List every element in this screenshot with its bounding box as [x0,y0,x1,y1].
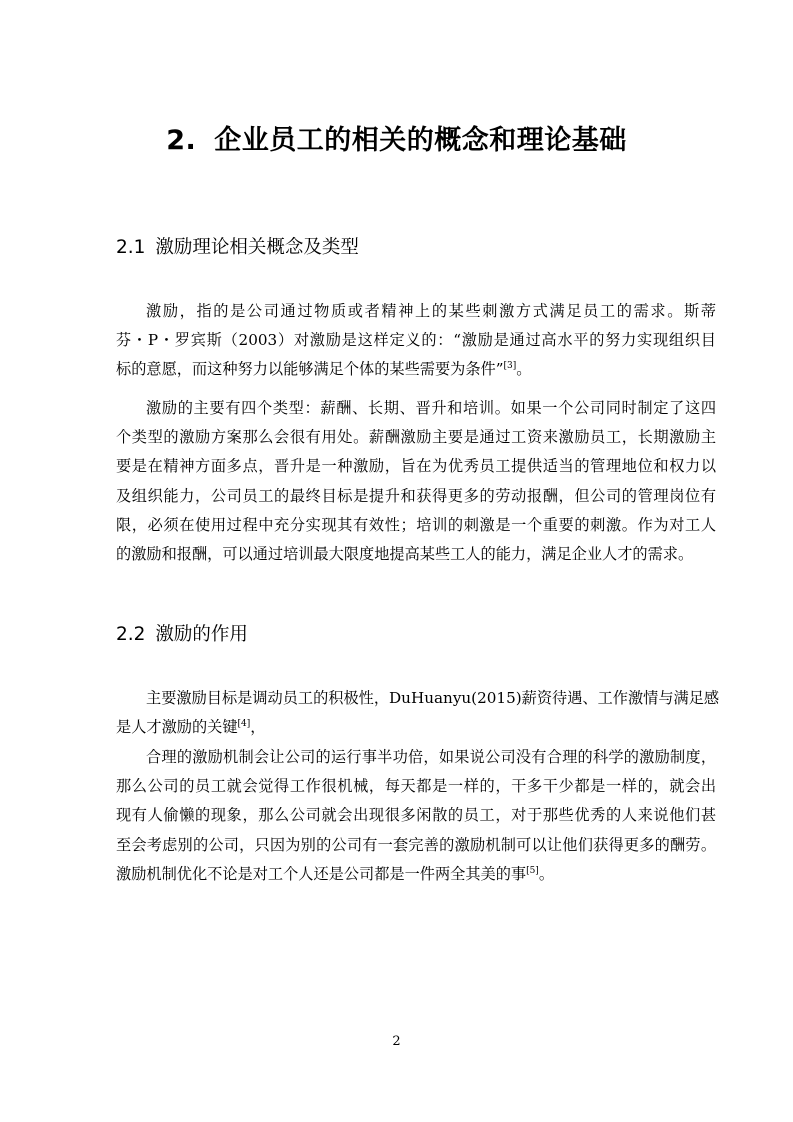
paragraph-line-last [116,713,716,742]
paragraph-line: 激励，指的是公司通过物质或者精神上的某些刺激方式满足员工的需求。斯蒂 [146,302,716,320]
paragraph-line-text: 是人才激励的关键 [116,718,238,737]
paragraph-line: 的激励和报酬，可以通过培训最大限度地提高某些工人的能力，满足企业人才的需求。 [116,545,694,564]
paragraph-line-tail: 。 [516,360,532,379]
chapter-number: 2. [166,125,197,156]
section-heading-2-2 [116,620,248,646]
paragraph-line: 主要激励目标是调动员工的积极性，DuHuanyu(2015)薪资待遇、工作激情与满足感 [146,689,720,707]
paragraph-line: 芬・P・罗宾斯（2003）对激励是这样定义的：“激励是通过高水平的努力实现组织目 [116,331,716,350]
section-heading-2-1 [116,233,359,259]
paragraph-line: 合理的激励机制会让公司的运行事半功倍，如果说公司没有合理的科学的激励制度， [146,748,716,766]
citation-ref: [3] [503,361,517,372]
paragraph-line: 要是在精神方面多点，晋升是一种激励，旨在为优秀员工提供适当的管理地位和权力以 [116,457,716,476]
chapter-title-text: 企业员工的相关的概念和理论基础 [214,125,627,156]
paragraph-line-text: 激励机制优化不论是对工个人还是公司都是一件两全其美的事 [116,864,527,883]
paragraph-line-tail: ， [250,718,266,737]
paragraph-line: 激励的主要有四个类型：薪酬、长期、晋升和培训。如果一个公司同时制定了这四 [146,399,716,417]
paragraph-line-tail: 。 [538,864,554,883]
paragraph-goal [116,684,720,742]
paragraph-mechanism [116,743,716,889]
paragraph-line: 限，必须在使用过程中充分实现其有效性；培训的刺激是一个重要的刺激。作为对工人 [116,515,716,534]
section-title: 激励理论相关概念及类型 [155,237,359,258]
paragraph-line-last [116,355,716,384]
paragraph-line: 至会考虑别的公司，只因为别的公司有一套完善的激励机制可以让他们获得更多的酬劳。 [116,835,716,854]
section-number: 2.2 [116,624,146,645]
paragraph-line: 现有人偷懒的现象，那么公司就会出现很多闲散的员工，对于那些优秀的人来说他们甚 [116,806,716,825]
paragraph-types [116,394,716,569]
paragraph-line-last [116,860,716,889]
paragraph-line-text: 标的意愿，而这种努力以能够满足个体的某些需要为条件” [116,360,504,379]
section-title: 激励的作用 [155,624,248,645]
paragraph-definition [116,297,716,385]
citation-ref: [4] [237,719,251,730]
paragraph-line: 个类型的激励方案那么会很有用处。薪酬激励主要是通过工资来激励员工，长期激励主 [116,428,716,447]
section-number: 2.1 [116,237,146,258]
paragraph-line: 及组织能力，公司员工的最终目标是提升和获得更多的劳动报酬，但公司的管理岗位有 [116,486,716,505]
page-number: 2 [392,1034,401,1049]
chapter-title [0,118,793,157]
paragraph-line: 那么公司的员工就会觉得工作很机械，每天都是一样的，干多干少都是一样的，就会出 [116,777,716,796]
citation-ref: [5] [526,865,539,876]
